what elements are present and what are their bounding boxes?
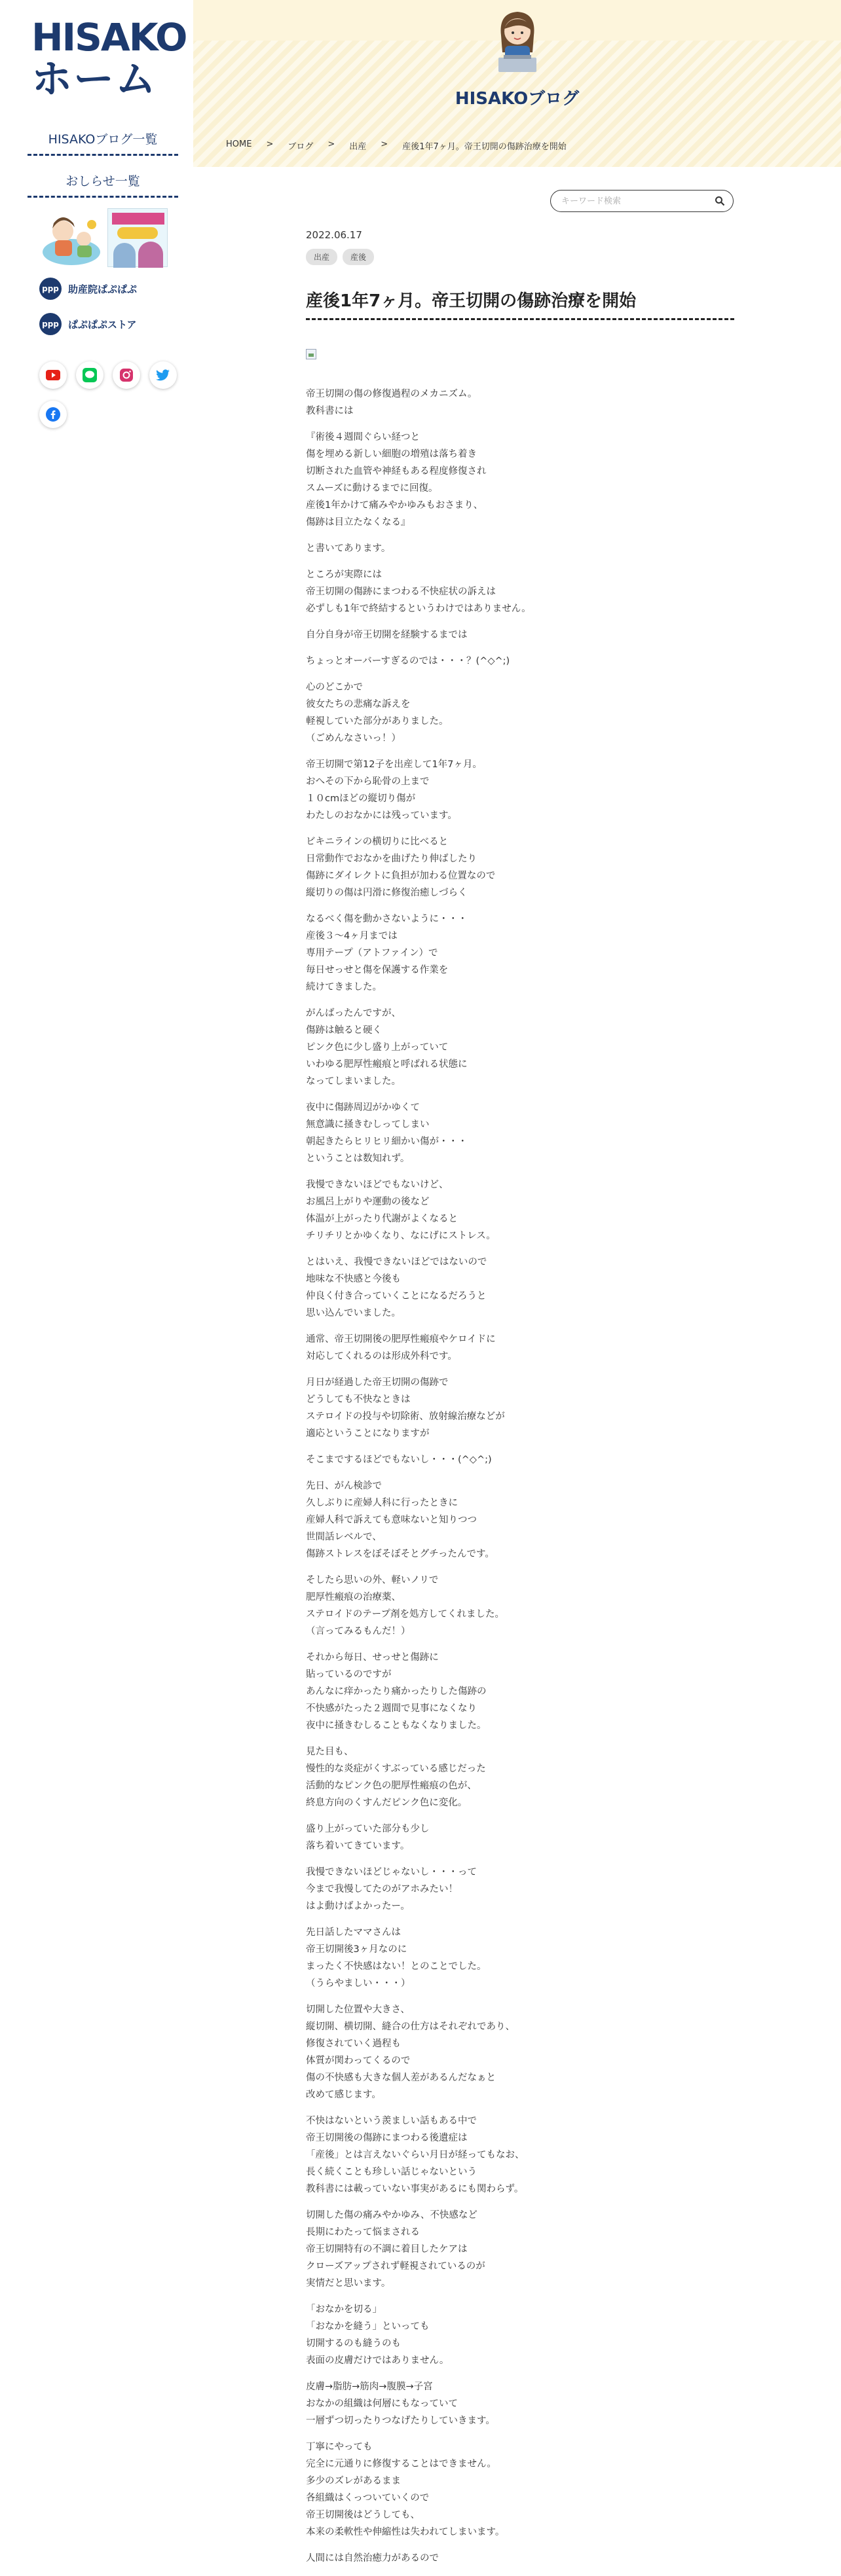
nav-news-list-label: おしらせ一覧 [28, 172, 178, 198]
breadcrumb-separator: > [327, 139, 335, 149]
body-paragraph: 不快はないという羨ましい話もある中で 帝王切開後の傷跡にまつわる後遺症は 「産後」とは言えないぐらい月日が経ってもなお、 長く続くことも珍しい話じゃないという 教科書には載っていない事実があるにも関わらず。 [306, 2116, 525, 2194]
illustration-image [39, 206, 103, 268]
body-paragraph: と書いてあります。 [306, 543, 391, 554]
youtube-icon [46, 370, 60, 380]
nav-blog-list[interactable] [28, 130, 178, 156]
body-paragraph: 『術後４週間ぐらい経つと 傷を埋める新しい細胞の増殖は落ち着き 切断された血管や神経もある程度修復され スムーズに動けるまでに回復。 産後1年かけて痛みやかゆみもおさまり、 傷跡は目立たなくなる』 [306, 432, 487, 528]
body-paragraph: 見た目も、 慢性的な炎症がくすぶっている感じだった 活動的なピンク色の肥厚性瘢痕の色が、 終息方向のくすんだピンク色に変化。 [306, 1747, 486, 1808]
body-paragraph: 自分自身が帝王切開を経験するまでは [306, 630, 468, 640]
book-banner-person-2 [138, 242, 163, 268]
body-paragraph: 「おなかを切る」 「おなかを縫う」といっても 切開するのも縫うのも 表面の皮膚だけではありません。 [306, 2304, 449, 2366]
broken-image-icon [306, 349, 316, 359]
body-paragraph: 我慢できないほどじゃないし・・・って 今まで我慢してたのがアホみたい！ はよ動けばよかったー。 [306, 1867, 477, 1912]
social-links-row-1 [39, 361, 177, 389]
breadcrumb-category[interactable]: 出産 [349, 142, 367, 152]
body-paragraph: ちょっとオーバーすぎるのでは・・・？(^◇^;) [306, 656, 510, 666]
logo-line-2: ホーム [31, 55, 158, 103]
site-logo[interactable] [31, 15, 187, 103]
tag-chip[interactable]: 出産 [306, 249, 337, 265]
instagram-icon [119, 368, 134, 382]
sidebar [0, 0, 193, 2522]
body-paragraph: 帝王切開の傷の修復過程のメカニズム。 教科書には [306, 389, 477, 416]
body-paragraph: 月日が経過した帝王切開の傷跡で どうしても不快なときは ステロイドの投与や切除術、放射線治療などが 適応ということになりますが [306, 1377, 505, 1439]
breadcrumb-current: 産後1年7ヶ月。帝王切開の傷跡治療を開始 [402, 142, 567, 152]
body-paragraph: そこまでするほどでもないし・・・(^◇^;) [306, 1455, 492, 1465]
line-button[interactable] [76, 361, 103, 389]
illustration-banner[interactable] [39, 206, 103, 268]
link-store-label: ぱぷぱぷストア [68, 318, 137, 331]
body-paragraph: 心のどこかで 彼女たちの悲痛な訴えを 軽視していた部分がありました。 （ごめんなさいっ！） [306, 682, 449, 744]
body-paragraph: 盛り上がっていた部分も少し 落ち着いてきています。 [306, 1824, 430, 1851]
search-input[interactable] [561, 194, 705, 208]
body-paragraph: 先日、がん検診で 久しぶりに産婦人科に行ったときに 産婦人科で訴えても意味ないと知りつつ 世間話レベルで、 傷跡ストレスをぼそぼそとグチったんです。 [306, 1481, 495, 1559]
tag-chip[interactable]: 産後 [343, 249, 374, 265]
logo-line-1: HISAKO [31, 15, 187, 60]
store-logo-icon: ppp [39, 313, 62, 335]
body-paragraph: そしたら思いの外、軽いノリで 肥厚性瘢痕の治療薬、 ステロイドのテープ剤を処方してくれました。 （言ってみるもんだ！） [306, 1575, 505, 1637]
youtube-button[interactable] [39, 361, 67, 389]
post-date: 2022.06.17 [306, 229, 362, 241]
breadcrumb-separator: > [266, 139, 274, 149]
body-paragraph: とはいえ、我慢できないほどではないので 地味な不快感と今後も 仲良く付き合っていくことになるだろうと 思い込んでいました。 [306, 1257, 487, 1318]
body-paragraph: なるべく傷を動かさないように・・・ 産後３〜4ヶ月までは 専用テープ（アトファイン）で 毎日せっせと傷を保護する作業を 続けてきました。 [306, 914, 468, 992]
nav-news-list[interactable] [28, 172, 178, 198]
body-paragraph: 丁寧にやっても 完全に元通りに修復することはできません。 多少のズレがあるまま 各組織はくっついていくので 帝王切開後はどうしても、 本来の柔軟性や伸縮性は失われてしまいます。 [306, 2442, 505, 2537]
breadcrumb [226, 139, 567, 152]
blog-section-title: HISAKOブログ [455, 89, 580, 109]
twitter-icon [156, 369, 170, 381]
link-josanin[interactable] [39, 278, 137, 300]
body-paragraph: 先日話したママさんは 帝王切開後3ヶ月なのに まったく不快感はない！とのことでした。 （うらやましい・・・） [306, 1927, 487, 1989]
breadcrumb-blog[interactable]: ブログ [288, 142, 314, 152]
body-paragraph: それから毎日、せっせと傷跡に 貼っているのですが あんなに痒かったり痛かったりした傷跡の 不快感がたった２週間で見事になくなり 夜中に掻きむしることもなくなりました。 [306, 1652, 487, 1731]
post-title: 産後1年7ヶ月。帝王切開の傷跡治療を開始 [306, 287, 734, 320]
facebook-icon [46, 407, 60, 422]
twitter-button[interactable] [149, 361, 177, 389]
body-paragraph: 切開した位置や大きさ、 縦切開、横切開、縫合の仕方はそれぞれであり、 修復されていく過程も 体質が関わってくるので 傷の不快感も大きな個人差があるんだなぁと 改めて感じます。 [306, 2005, 515, 2100]
body-paragraph: 帝王切開で第12子を出産して1年7ヶ月。 おへその下から恥骨の上まで １０cmほどの縦切り傷が わたしのおなかには残っています。 [306, 759, 482, 821]
nav-blog-list-label: HISAKOブログ一覧 [28, 130, 178, 156]
page-header [193, 0, 841, 167]
body-paragraph: 皮膚→脂肪→筋肉→腹膜→子宮 おなかの組織は何層にもなっていて 一層ずつ切ったりつなげたりしていきます。 [306, 2382, 495, 2426]
post-tags [306, 249, 734, 265]
link-store[interactable] [39, 313, 137, 335]
post-body [306, 386, 734, 2567]
book-banner[interactable] [107, 208, 168, 267]
banner-group [39, 206, 170, 268]
body-paragraph: ビキニラインの横切りに比べると 日常動作でおなかを曲げたり伸ばしたり 傷跡にダイレクトに負担が加わる位置なので 縦切りの傷は円滑に修復治癒しづらく [306, 837, 496, 898]
body-paragraph: がんばったんですが、 傷跡は触ると硬く ピンク色に少し盛り上がっていて いわゆる肥厚性瘢痕と呼ばれる状態に なってしまいました。 [306, 1008, 468, 1087]
body-paragraph: 通常、帝王切開後の肥厚性瘢痕やケロイドに 対応してくれるのは形成外科です。 [306, 1334, 496, 1362]
body-paragraph: 人間には自然治癒力があるので [306, 2553, 439, 2564]
link-josanin-label: 助産院ぱぷぱぷ [68, 283, 138, 295]
blog-article [306, 229, 734, 2576]
book-banner-title-strip [112, 213, 164, 225]
instagram-button[interactable] [113, 361, 140, 389]
body-paragraph: ところが実際には 帝王切開の傷跡にまつわる不快症状の訴えは 必ずしも1年で終結するというわけではありません。 [306, 570, 531, 614]
line-icon [83, 368, 97, 382]
blogger-mascot-illustration [489, 7, 546, 75]
body-paragraph: 切開した傷の痛みやかゆみ、不快感など 長期にわたって悩まされる 帝王切開特有の不調に着目したケアは クローズアップされず軽視されているのが 実情だと思います。 [306, 2210, 485, 2289]
book-banner-subtitle-strip [117, 227, 158, 239]
search-icon[interactable] [715, 196, 725, 206]
breadcrumb-separator: > [381, 139, 388, 149]
social-links-row-2 [39, 401, 67, 428]
josanin-logo-icon: ppp [39, 278, 62, 300]
body-paragraph: 我慢できないほどでもないけど、 お風呂上がりや運動の後など 体温が上がったり代謝がよくなると チリチリとかゆくなり、なにげにストレス。 [306, 1180, 496, 1241]
body-paragraph: 夜中に傷跡周辺がかゆくて 無意識に掻きむしってしまい 朝起きたらヒリヒリ細かい傷が・・・ ということは数知れず。 [306, 1102, 468, 1164]
facebook-button[interactable] [39, 401, 67, 428]
breadcrumb-home[interactable]: HOME [226, 139, 252, 149]
keyword-search [550, 190, 734, 212]
book-banner-person-1 [113, 243, 136, 268]
